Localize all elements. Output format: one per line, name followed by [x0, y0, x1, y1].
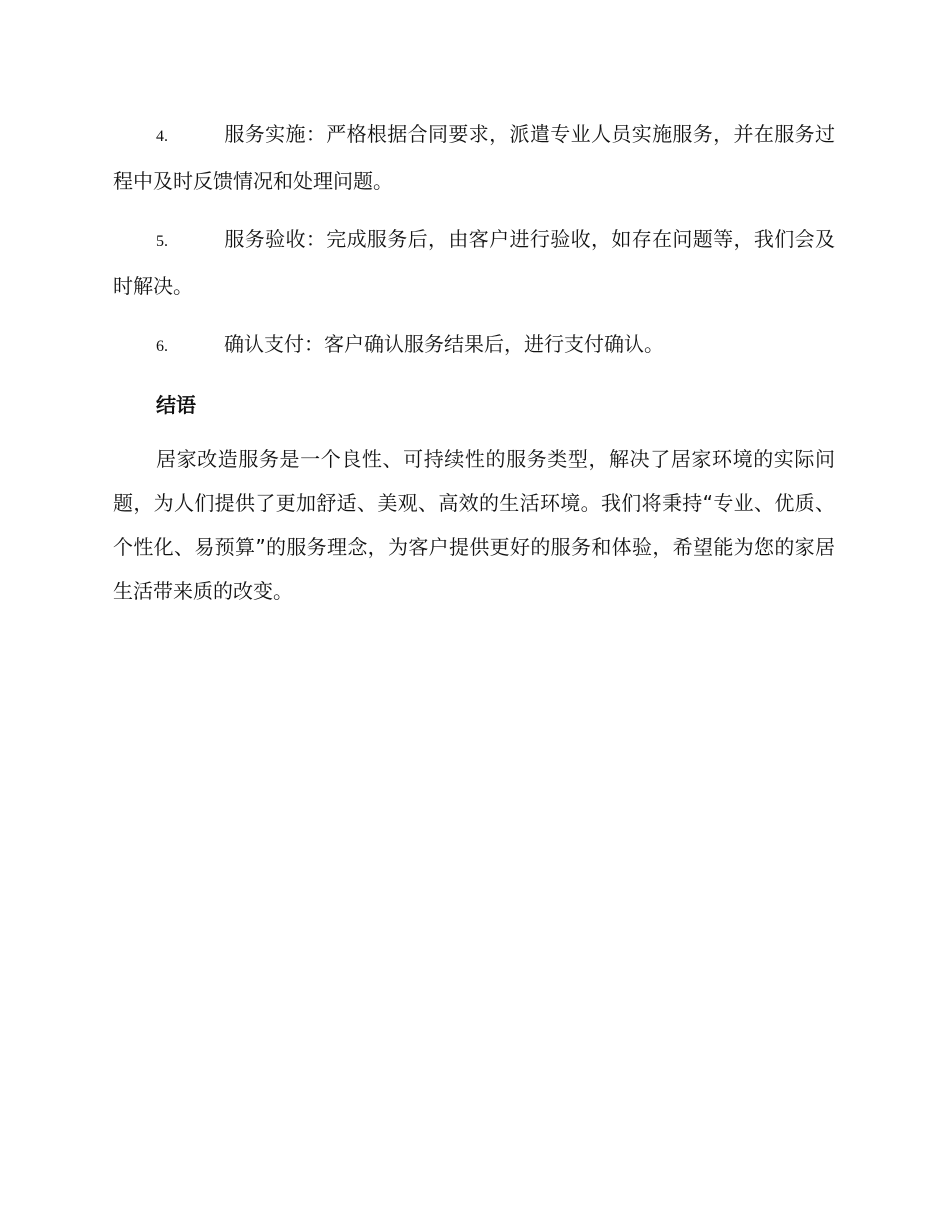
- list-item-text: 服务验收：完成服务后，由客户进行验收，如存在问题等，我们会及时解决。: [113, 227, 835, 298]
- list-item-number: 6.: [156, 338, 168, 355]
- list-item-number: 5.: [156, 233, 168, 250]
- list-item-5: [113, 217, 835, 308]
- conclusion-heading: 结语: [156, 393, 196, 417]
- list-item-number: 4.: [156, 128, 168, 145]
- list-item-text: 服务实施：严格根据合同要求，派遣专业人员实施服务，并在服务过程中及时反馈情况和处理问题。: [113, 122, 835, 193]
- list-item-text: 确认支付：客户确认服务结果后，进行支付确认。: [224, 332, 664, 356]
- list-item-6: [113, 322, 835, 369]
- document-body: [113, 112, 835, 613]
- conclusion-paragraph: 居家改造服务是一个良性、可持续性的服务类型，解决了居家环境的实际问题，为人们提供了更加舒适、美观、高效的生活环境。我们将秉持“专业、优质、个性化、易预算”的服务理念，为客户提供更好的服务和体验，希望能为您的家居生活带来质的改变。: [113, 447, 835, 603]
- list-item-4: [113, 112, 835, 203]
